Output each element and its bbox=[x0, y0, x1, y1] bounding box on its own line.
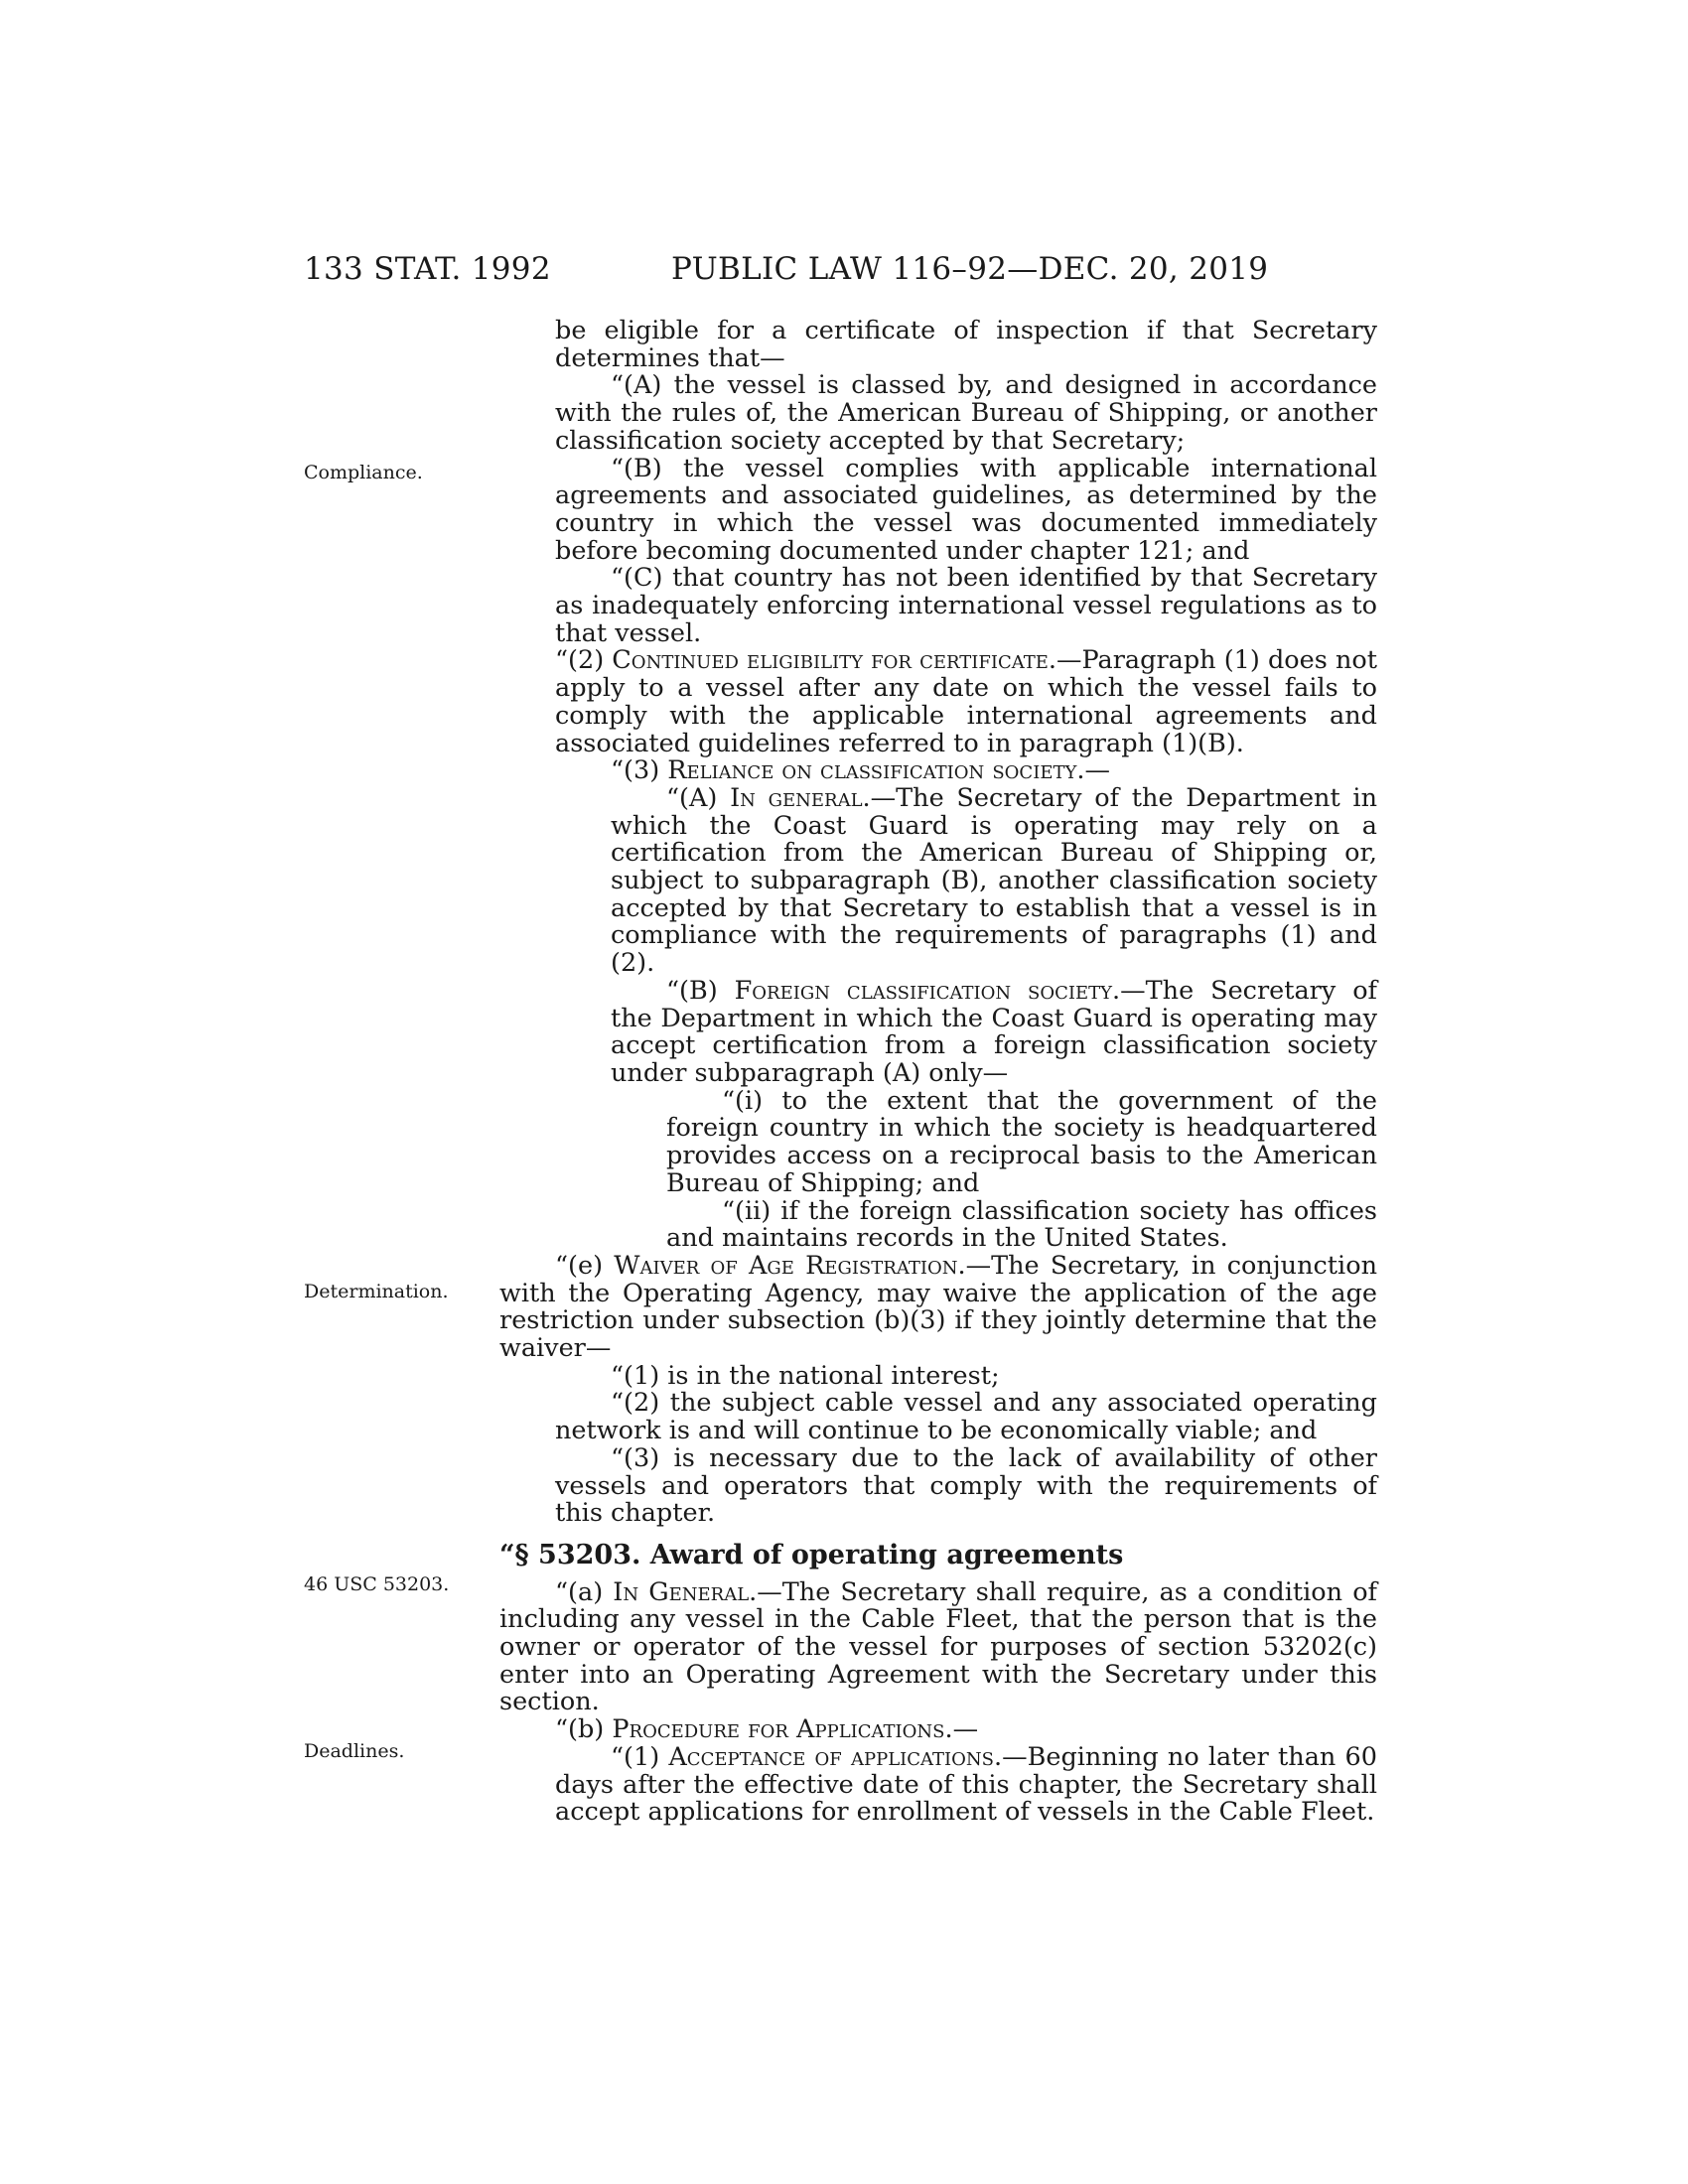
paragraph-e-prefix: “(e) bbox=[555, 1250, 615, 1281]
running-header: PUBLIC LAW 116–92—DEC. 20, 2019 bbox=[671, 251, 1269, 287]
paragraph-3b bbox=[499, 975, 1377, 1088]
paragraph-2 bbox=[499, 647, 1377, 757]
paragraph-3a-text: .—The Secretary of the Department in which the Coast Guard is operating may rely on a certification from the American Bureau of Shipping or, subject to subparagraph (B), another classification society accepted by that Secretary to establish that a vessel is in compliance with the requirements of paragraphs (1) and (2). bbox=[611, 782, 1377, 979]
margin-note-compliance: Compliance. bbox=[304, 462, 423, 483]
paragraph-3 bbox=[499, 757, 1377, 785]
paragraph-b-1 bbox=[499, 1741, 1377, 1828]
margin-note-deadlines: Deadlines. bbox=[304, 1740, 405, 1762]
paragraph-2-text: .—Paragraph (1) does not apply to a vessel after any date on which the vessel fails to comply with the applicable international agreements and associated guidelines referred to in paragraph (1)(B). bbox=[555, 645, 1377, 758]
paragraph-3b-ii: “(ii) if the foreign classification society has offices and maintains records in the United States. bbox=[666, 1195, 1377, 1254]
section-heading: “§ 53203. Award of operating agreements bbox=[499, 1539, 1124, 1570]
paragraph-a-general-prefix: “(a) bbox=[555, 1576, 614, 1607]
paragraph-b-procedure-heading: Procedure for Applications bbox=[612, 1714, 945, 1745]
paragraph-3b-text: .—The Secretary of the Department in which the Coast Guard is operating may accept certification from a foreign classification society under subparagraph (A) only— bbox=[611, 975, 1377, 1088]
paragraph-3a-heading: In general bbox=[730, 782, 863, 813]
document-body bbox=[499, 318, 1377, 1827]
paragraph-3-text: .— bbox=[1076, 755, 1110, 786]
margin-note-determination: Determination. bbox=[304, 1281, 449, 1302]
paragraph-3b-heading: Foreign classification society bbox=[734, 975, 1113, 1006]
paragraph-lead-in: be eligible for a certificate of inspection if that Secretary determines that— bbox=[555, 316, 1377, 373]
paragraph-3b-prefix: “(B) bbox=[666, 975, 735, 1006]
paragraph-3a bbox=[499, 782, 1377, 979]
paragraph-b-1-prefix: “(1) bbox=[611, 1741, 669, 1772]
paragraph-e-2: “(2) the subject cable vessel and any associated operating network is and will continue to be economically viable; and bbox=[555, 1388, 1377, 1446]
paragraph-b-procedure-prefix: “(b) bbox=[555, 1714, 613, 1745]
paragraph-3b-i: “(i) to the extent that the government of the foreign country in which the society is headquartered provides access on a reciprocal basis to the American Bureau of Shipping; and bbox=[666, 1085, 1377, 1198]
paragraph-a-general-text: .—The Secretary shall require, as a condition of including any vessel in the Cable Fleet, that the person that is the owner or operator of the vessel for purposes of section 53202(c) enter into an Operating Agreement with the Secretary under this section. bbox=[499, 1576, 1377, 1717]
paragraph-b-procedure-text: .— bbox=[944, 1714, 979, 1745]
paragraph-a-general bbox=[499, 1576, 1377, 1717]
paragraph-e-1: “(1) is in the national interest; bbox=[611, 1360, 1000, 1391]
paragraph-e bbox=[499, 1250, 1377, 1364]
paragraph-e-text: .—The Secretary, in conjunction with the Operating Agency, may waive the application of the age restriction under subsection (b)(3) if they jointly determine that the waiver— bbox=[499, 1250, 1377, 1364]
paragraph-2-prefix: “(2) bbox=[555, 645, 613, 676]
paragraph-b-1-text: .—Beginning no later than 60 days after the effective date of this chapter, the Secretary shall accept applications for enrollment of vessels in the Cable Fleet. bbox=[555, 1741, 1377, 1828]
paragraph-c: “(C) that country has not been identified by that Secretary as inadequately enforcing international vessel regulations as to that vessel. bbox=[555, 563, 1377, 648]
paragraph-a-general-heading: In General bbox=[613, 1576, 750, 1607]
paragraph-3a-prefix: “(A) bbox=[666, 782, 731, 813]
paragraph-b-procedure bbox=[499, 1716, 1377, 1744]
paragraph-e-3: “(3) is necessary due to the lack of availability of other vessels and operators that comply with the requirements of this chapter. bbox=[555, 1442, 1377, 1529]
paragraph-b-1-heading: Acceptance of applications bbox=[668, 1741, 995, 1772]
paragraph-e-heading: Waiver of Age Registration bbox=[614, 1250, 958, 1281]
paragraph-3-heading: Reliance on classification society bbox=[667, 755, 1077, 786]
paragraph-2-heading: Continued eligibility for certificate bbox=[612, 645, 1049, 676]
paragraph-a: “(A) the vessel is classed by, and designed in accordance with the rules of, the American Bureau of Shipping, or another classification society accepted by that Secretary; bbox=[555, 370, 1377, 456]
page-reference: 133 STAT. 1992 bbox=[304, 251, 551, 287]
paragraph-b: “(B) the vessel complies with applicable international agreements and associated guidelines, as determined by the country in which the vessel was documented immediately before becoming documented under chapter 121; and bbox=[555, 453, 1377, 566]
margin-note-usc: 46 USC 53203. bbox=[304, 1573, 450, 1595]
paragraph-3-prefix: “(3) bbox=[611, 755, 668, 786]
